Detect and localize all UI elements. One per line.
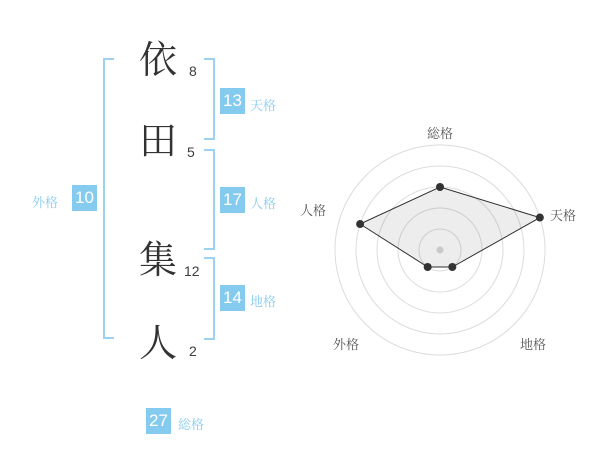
tenkaku-bracket [204,58,215,140]
gaikaku-value-badge: 10 [72,185,97,211]
name-char-1: 依 [138,40,177,82]
name-char-2: 田 [138,121,177,163]
radar-axis-label-chikaku: 地格 [520,337,547,352]
radar-axis-label-gaikaku: 外格 [333,337,360,352]
soukaku-value-badge: 27 [146,408,171,434]
tenkaku-label: 天格 [250,98,277,113]
jinkaku-value-badge: 17 [220,187,245,213]
jinkaku-label: 人格 [250,196,277,211]
name-char-3: 集 [138,240,177,282]
chikaku-bracket [204,257,215,340]
name-char-4: 人 [138,323,177,365]
gaikaku-label: 外格 [31,195,58,210]
stroke-count-3: 12 [184,263,200,279]
chikaku-label: 地格 [250,294,277,309]
radar-axis-label-jinkaku: 人格 [300,203,327,218]
chikaku-value-badge: 14 [220,285,245,311]
stroke-count-1: 8 [189,63,197,79]
full-name-bracket [103,58,114,339]
stroke-count-2: 5 [187,144,195,160]
radar-axis-label-soukaku: 総格 [427,126,454,141]
radar-axis-label-tenkaku: 天格 [550,208,577,223]
stroke-count-4: 2 [189,343,197,359]
soukaku-label: 総格 [178,417,205,432]
tenkaku-value-badge: 13 [220,88,245,114]
jinkaku-bracket [204,149,215,250]
